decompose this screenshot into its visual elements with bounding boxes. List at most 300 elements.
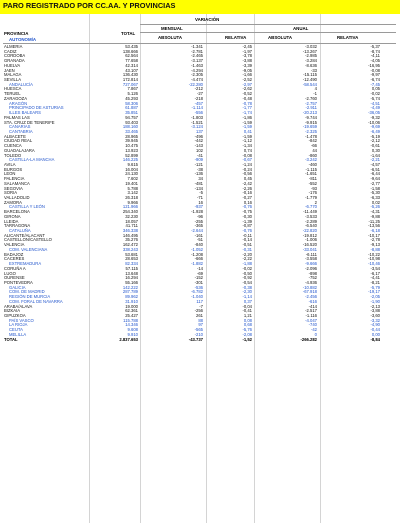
row-abs-anual: -6.770 xyxy=(305,204,317,210)
row-abs-anual: -460 xyxy=(308,161,317,167)
row-name: CASTELLON/CASTELLO xyxy=(4,237,52,243)
row-abs-anual: -552 xyxy=(308,180,317,186)
row-abs-mensual: -41 xyxy=(196,152,203,158)
row-rel-anual: -4,41 xyxy=(370,275,380,281)
row-rel-anual: -5,19 xyxy=(370,133,380,139)
row-rel-mensual: -0,78 xyxy=(242,100,252,106)
row-rel-anual: -36,05 xyxy=(368,110,380,116)
row-total: 26.318 xyxy=(125,195,138,200)
row-rel-anual: -16,95 xyxy=(368,62,380,68)
row-total: 58.306 xyxy=(125,100,138,106)
row-total: 32.230 xyxy=(125,213,138,219)
row-rel-anual: -3,54 xyxy=(370,265,380,271)
row-abs-mensual: -536 xyxy=(194,284,203,290)
header-absoluta-anual: ABSOLUTA xyxy=(268,35,293,40)
row-rel-anual: -2,12 xyxy=(370,138,380,144)
row-total: 94.757 xyxy=(125,114,138,120)
row-abs-mensual: -5 xyxy=(199,190,203,196)
row-name: SORIA xyxy=(4,190,18,196)
row-total: 61.887 xyxy=(125,105,138,111)
row-name: REGIÓN DE MURCIA xyxy=(9,294,51,300)
row-name: TOTAL xyxy=(4,336,18,342)
row-abs-anual: -9.666 xyxy=(305,261,317,267)
row-abs-mensual: -1.052 xyxy=(191,246,203,252)
row-rel-mensual: 0,41 xyxy=(243,128,252,134)
row-abs-mensual: 137 xyxy=(196,128,203,134)
row-abs-mensual: 16 xyxy=(198,199,203,205)
row-abs-mensual: -496 xyxy=(194,133,203,139)
row-rel-anual: -4,49 xyxy=(370,105,380,111)
row-name: BADAJOZ xyxy=(4,251,24,257)
row-name: GALICIA xyxy=(9,284,26,290)
row-abs-anual: -42 xyxy=(310,327,317,333)
row-total: 25.427 xyxy=(125,312,138,318)
row-abs-mensual: 97 xyxy=(198,322,203,328)
row-abs-mensual: -134 xyxy=(194,185,203,191)
row-rel-mensual: -0,52 xyxy=(242,91,252,97)
row-rel-mensual: -1,34 xyxy=(242,143,252,149)
row-abs-mensual: -442 xyxy=(194,138,203,144)
row-total: 188.160 xyxy=(122,124,138,130)
row-abs-mensual: -1.114 xyxy=(191,105,203,111)
row-rel-mensual: -0,76 xyxy=(242,228,252,234)
row-abs-anual: -1.116 xyxy=(305,312,317,318)
data-table xyxy=(0,45,400,342)
row-rel-anual: -1,58 xyxy=(370,185,380,191)
row-name: CASTILLA Y LEÓN xyxy=(9,204,45,210)
row-abs-anual: -3.032 xyxy=(305,44,317,49)
row-rel-mensual: -0,56 xyxy=(242,171,252,177)
row-name: MALAGA xyxy=(4,72,22,78)
row-rel-mensual: -0,87 xyxy=(242,223,252,229)
row-total: 142.222 xyxy=(122,284,138,290)
row-rel-mensual: -1,74 xyxy=(242,110,252,116)
row-name: MELILLA xyxy=(9,331,27,337)
header-divider xyxy=(140,32,396,33)
row-abs-mensual: -937 xyxy=(194,204,203,210)
row-rel-anual: -5,30 xyxy=(370,190,380,196)
row-name: OURENSE xyxy=(4,275,25,281)
row-name: BIZKAIA xyxy=(4,308,21,314)
row-total: 35.276 xyxy=(125,237,138,243)
row-name: AVILA xyxy=(4,161,16,167)
row-total: 41.711 xyxy=(125,223,138,229)
header-anual: ANUAL xyxy=(293,26,309,31)
row-rel-mensual: -2,30 xyxy=(242,289,252,295)
header-provincia: PROVINCIA xyxy=(4,31,29,36)
row-abs-anual: -19.659 xyxy=(302,124,317,130)
row-rel-mensual: -0,14 xyxy=(242,237,252,243)
row-abs-anual: -3.242 xyxy=(305,157,317,163)
row-abs-mensual: -1.341 xyxy=(191,44,203,49)
row-abs-anual: -19.812 xyxy=(302,232,317,238)
row-abs-mensual: -4.474 xyxy=(191,77,203,83)
row-name: CIUDAD REAL xyxy=(4,138,33,144)
row-total: 35.851 xyxy=(125,110,138,116)
row-total: 146.225 xyxy=(122,157,138,163)
row-total: 62.564 xyxy=(125,53,138,59)
row-total: 14.346 xyxy=(125,322,138,328)
row-abs-mensual: -143 xyxy=(194,143,203,149)
row-total: 28.965 xyxy=(125,133,138,139)
row-total: 162.472 xyxy=(122,242,138,248)
row-abs-mensual: -121 xyxy=(194,161,203,167)
row-abs-mensual: -210 xyxy=(194,331,203,337)
row-abs-anual: -176 xyxy=(308,190,317,196)
row-total: 53.681 xyxy=(125,251,138,257)
row-abs-anual: -1 xyxy=(313,91,317,97)
row-rel-anual: -6,33 xyxy=(370,195,380,200)
row-total: 42.314 xyxy=(125,62,138,68)
row-rel-mensual: -1,77 xyxy=(242,105,252,111)
row-rel-anual: 0,02 xyxy=(371,199,380,205)
row-rel-anual: -5,79 xyxy=(370,284,380,290)
row-total: 19.000 xyxy=(125,303,138,309)
row-rel-anual: -0,02 xyxy=(370,91,380,97)
row-total: 115.788 xyxy=(123,317,138,323)
row-rel-anual: -8,84 xyxy=(370,336,380,342)
row-rel-anual: -2,05 xyxy=(370,294,380,300)
row-total: 18.057 xyxy=(125,218,138,224)
row-abs-mensual: -3.137 xyxy=(191,58,203,64)
row-rel-anual: -5,37 xyxy=(370,44,380,49)
row-rel-anual: -9,64 xyxy=(370,176,380,182)
row-total: 146.495 xyxy=(122,232,138,238)
row-abs-mensual: -1.521 xyxy=(191,119,203,125)
row-rel-mensual: -3,78 xyxy=(242,53,252,59)
row-rel-mensual: -9,05 xyxy=(242,67,252,73)
row-name: GRANADA xyxy=(4,58,25,64)
row-rel-mensual: -0,92 xyxy=(242,275,252,281)
row-rel-mensual: -0,76 xyxy=(242,204,252,210)
row-rel-anual: -7,45 xyxy=(370,81,380,87)
row-rel-mensual: -0,27 xyxy=(242,195,252,200)
row-rel-anual: -3,88 xyxy=(370,308,380,314)
row-rel-mensual: -1,52 xyxy=(242,336,252,342)
row-rel-anual: -2,13 xyxy=(370,303,380,309)
row-rel-mensual: -3,88 xyxy=(242,58,252,64)
row-abs-mensual: -2.305 xyxy=(191,72,203,78)
row-rel-anual: -9,13 xyxy=(370,242,380,248)
row-rel-anual: -0,61 xyxy=(370,143,380,149)
row-name: LUGO xyxy=(4,270,16,276)
row-rel-mensual: -0,30 xyxy=(242,213,252,219)
row-abs-anual: -2.911 xyxy=(305,105,317,111)
row-rel-mensual: 0,45 xyxy=(243,176,252,182)
row-name: TERUEL xyxy=(4,91,21,97)
row-name: ARAGÓN xyxy=(9,100,28,106)
row-abs-mensual: 34 xyxy=(198,176,203,182)
row-total: 89.962 xyxy=(125,294,138,300)
row-total: 13.923 xyxy=(125,147,138,153)
row-name: GIPUZKOA xyxy=(4,312,26,318)
row-rel-anual: -0,08 xyxy=(370,67,380,73)
row-name: TOLEDO xyxy=(4,152,22,158)
row-name: CORDOBA xyxy=(4,53,26,59)
row-abs-mensual: -2.781 xyxy=(191,48,203,54)
row-abs-mensual: -218 xyxy=(194,95,203,101)
row-name: PAÍS VASCO xyxy=(9,317,34,323)
row-rel-anual: -9,88 xyxy=(370,213,380,219)
row-abs-mensual: -1.882 xyxy=(191,261,203,267)
row-rel-anual: 0,00 xyxy=(371,331,380,337)
row-total: 24.130 xyxy=(125,171,138,177)
row-rel-mensual: -2,22 xyxy=(242,256,252,262)
row-abs-anual: -3.284 xyxy=(305,58,317,64)
row-rel-mensual: 0,08 xyxy=(243,317,252,323)
row-abs-mensual: -909 xyxy=(194,157,203,163)
row-abs-mensual: -7 xyxy=(199,303,203,309)
row-total: 62.361 xyxy=(125,308,138,314)
row-abs-mensual: -14 xyxy=(196,265,203,271)
row-name: CACERES xyxy=(4,256,25,262)
row-rel-mensual: -0,48 xyxy=(242,95,252,101)
row-abs-anual: -2.985 xyxy=(305,53,317,59)
row-rel-mensual: -1,14 xyxy=(242,294,252,300)
row-abs-anual: -33 xyxy=(310,67,317,73)
row-rel-mensual: 0,16 xyxy=(243,199,252,205)
row-rel-mensual: -0,16 xyxy=(242,190,252,196)
row-abs-anual: -2.289 xyxy=(305,218,317,224)
row-abs-mensual: -840 xyxy=(194,242,203,248)
row-abs-anual: -20.213 xyxy=(302,110,317,116)
row-total: 10.475 xyxy=(125,143,138,149)
row-rel-anual: -4,57 xyxy=(370,161,380,167)
row-rel-anual: -8,74 xyxy=(370,48,380,54)
row-abs-anual: -9.915 xyxy=(305,119,317,125)
row-rel-mensual: -2,26 xyxy=(242,185,252,191)
row-abs-anual: -22.820 xyxy=(302,228,317,234)
row-abs-mensual: -6.782 xyxy=(191,289,203,295)
row-abs-anual: -12.490 xyxy=(302,77,317,83)
row-rel-anual: -2,21 xyxy=(370,157,380,163)
row-rel-mensual: -0,51 xyxy=(242,242,252,248)
header-total: TOTAL xyxy=(121,31,136,36)
header-divider xyxy=(140,24,396,25)
row-total: 121.966 xyxy=(122,204,138,210)
row-rel-anual: 0,30 xyxy=(371,147,380,153)
title-bar xyxy=(0,0,400,14)
row-abs-mensual: -96 xyxy=(196,213,203,219)
row-name: ANDALUCÍA xyxy=(9,81,33,87)
row-abs-anual: -4.936 xyxy=(305,279,317,285)
row-abs-anual: 2 xyxy=(314,199,317,205)
row-rel-anual: -10,06 xyxy=(368,119,380,125)
row-rel-anual: -4,05 xyxy=(370,58,380,64)
row-name: CASTILLA-LA MANCHA xyxy=(9,157,55,163)
row-name: LLEIDA xyxy=(4,218,19,224)
row-rel-anual: -11,25 xyxy=(368,218,380,224)
row-rel-mensual: -0,04 xyxy=(242,303,252,309)
row-name: CUENCA xyxy=(4,143,22,149)
row-total: 727.067 xyxy=(122,81,138,87)
row-rel-anual: -6,18 xyxy=(370,228,380,234)
row-abs-mensual: -22.280 xyxy=(188,81,203,87)
row-abs-mensual: -152 xyxy=(194,275,203,281)
row-abs-anual: -1.115 xyxy=(305,166,317,172)
row-name: CADIZ xyxy=(4,48,17,54)
row-rel-mensual: -3,39 xyxy=(242,62,252,68)
row-abs-mensual: -256 xyxy=(194,308,203,314)
row-abs-mensual: 88 xyxy=(198,317,203,323)
row-name: BARCELONA xyxy=(4,209,30,215)
row-name: CANARIAS xyxy=(9,124,31,130)
row-abs-anual: -1.651 xyxy=(305,171,317,177)
row-abs-mensual: -38 xyxy=(196,166,203,172)
row-total: 9.966 xyxy=(127,199,138,205)
row-abs-anual: -9.744 xyxy=(305,114,317,120)
row-abs-mensual: -71 xyxy=(196,195,203,200)
row-name: VALENCIA xyxy=(4,242,25,248)
row-name: COM. FORAL DE NAVARRA xyxy=(9,298,63,304)
row-abs-mensual: -4.294 xyxy=(191,67,203,73)
row-name: PALENCIA xyxy=(4,176,25,182)
row-rel-anual: -3,32 xyxy=(370,317,380,323)
row-abs-anual: -1.779 xyxy=(305,195,317,200)
row-abs-mensual: -666 xyxy=(194,256,203,262)
row-total: 7.867 xyxy=(127,86,138,92)
row-rel-anual: -9,97 xyxy=(370,72,380,78)
row-abs-mensual: -565 xyxy=(194,327,203,333)
row-rel-anual: -1,64 xyxy=(370,152,380,158)
report-title: PARO REGISTRADO POR CC.AA. Y PROVINCIAS xyxy=(3,1,176,10)
row-name: ALBACETE xyxy=(4,133,26,139)
row-abs-anual: -66 xyxy=(310,143,317,149)
row-rel-anual: -6,74 xyxy=(370,77,380,83)
row-total: 9.910 xyxy=(127,331,138,337)
row-abs-anual: -10.882 xyxy=(302,284,317,290)
row-total: 77.658 xyxy=(125,58,138,64)
row-name: SEVILLA xyxy=(4,77,21,83)
row-rel-mensual: -2,20 xyxy=(242,251,252,257)
row-rel-anual: -1,90 xyxy=(370,298,380,304)
row-abs-anual: -67.918 xyxy=(302,289,317,295)
row-total: 254.340 xyxy=(122,209,138,215)
row-rel-mensual: -2,52 xyxy=(242,77,252,83)
header-mensual: MENSUAL xyxy=(161,26,183,31)
row-name: LA RIOJA xyxy=(9,322,28,328)
row-total: 39.945 xyxy=(125,138,138,144)
row-name: BURGOS xyxy=(4,166,23,172)
row-abs-anual: -58.544 xyxy=(302,81,317,87)
row-rel-anual: -9,69 xyxy=(370,124,380,130)
header-relativa-mensual: RELATIVA xyxy=(225,35,247,40)
row-rel-anual: -8,88 xyxy=(370,246,380,252)
row-total: 7.602 xyxy=(127,176,138,182)
row-abs-anual: -740 xyxy=(308,322,317,328)
row-total: 19.401 xyxy=(125,180,138,186)
row-rel-anual: -4,90 xyxy=(370,322,380,328)
row-name: EXTREMADURA xyxy=(9,261,42,267)
row-rel-mensual: -1,97 xyxy=(242,48,252,54)
row-abs-anual: -2.760 xyxy=(305,95,317,101)
row-abs-mensual: 117 xyxy=(196,298,203,304)
row-rel-mensual: -0,67 xyxy=(242,157,252,163)
row-abs-anual: -752 xyxy=(308,275,317,281)
row-rel-anual: -4,51 xyxy=(370,100,380,106)
row-abs-mensual: -457 xyxy=(194,100,203,106)
row-abs-anual: -2.517 xyxy=(305,308,317,314)
row-abs-mensual: 102 xyxy=(196,147,203,153)
row-rel-mensual: -2,42 xyxy=(242,180,252,186)
row-abs-mensual: -3.124 xyxy=(191,124,203,130)
row-rel-anual: -3,60 xyxy=(370,312,380,318)
row-rel-mensual: -0,50 xyxy=(242,270,252,276)
row-abs-anual: -6.540 xyxy=(305,223,317,229)
header-variacion: VARIACIÓN xyxy=(195,17,220,22)
row-abs-mensual: -255 xyxy=(194,218,203,224)
row-rel-mensual: 0,74 xyxy=(243,147,252,153)
row-abs-mensual: -1.803 xyxy=(191,114,203,120)
row-rel-mensual: -0,38 xyxy=(242,284,252,290)
row-abs-mensual: -2.644 xyxy=(191,228,203,234)
row-rel-mensual: -1,59 xyxy=(242,124,252,130)
row-abs-anual: 44 xyxy=(312,147,317,153)
row-rel-anual: -10,46 xyxy=(368,261,380,267)
row-abs-mensual: -136 xyxy=(194,171,203,177)
header-autonomia: AUTONOMÍA xyxy=(9,37,36,42)
row-rel-mensual: -1,66 xyxy=(242,72,252,78)
row-name: CATALUÑA xyxy=(9,228,31,234)
row-total: 9.608 xyxy=(127,327,138,333)
row-total: 31.910 xyxy=(125,298,138,304)
row-abs-mensual: -301 xyxy=(194,279,203,285)
row-rel-mensual: -1,88 xyxy=(242,261,252,267)
row-abs-mensual: -161 xyxy=(194,232,203,238)
row-abs-mensual: -365 xyxy=(194,223,203,229)
row-total: 53.435 xyxy=(125,44,138,49)
row-name: CORUÑA A xyxy=(4,265,26,271)
row-name: LEON xyxy=(4,171,16,177)
row-rel-mensual: -0,11 xyxy=(242,232,252,238)
row-name: JAEN xyxy=(4,67,15,73)
row-rel-anual: -6,44 xyxy=(370,171,380,177)
row-rel-anual: -2,78 xyxy=(370,237,380,243)
row-total: 2.837.653 xyxy=(119,336,138,342)
row-total: 13.648 xyxy=(125,270,138,276)
row-name: HUELVA xyxy=(4,62,21,68)
row-rel-mensual: 0,68 xyxy=(243,322,252,328)
row-total: 33.465 xyxy=(125,128,138,134)
row-rel-anual: -6,51 xyxy=(370,166,380,172)
row-abs-mensual: -1.208 xyxy=(191,251,203,257)
row-rel-mensual: -1,59 xyxy=(242,133,252,139)
row-total: 16.294 xyxy=(125,275,138,281)
row-rel-mensual: -1,24 xyxy=(242,161,252,167)
row-abs-anual: -842 xyxy=(308,138,317,144)
row-name: GUADALAJARA xyxy=(4,147,35,153)
row-total: 136.430 xyxy=(122,72,138,78)
row-name: COM. DE MADRID xyxy=(9,289,45,295)
row-abs-anual: 0 xyxy=(314,331,317,337)
row-rel-anual: -6,17 xyxy=(370,270,380,276)
row-abs-anual: -1.478 xyxy=(305,133,317,139)
row-rel-anual: -4,11 xyxy=(370,53,380,59)
row-rel-mensual: -0,24 xyxy=(242,166,252,172)
row-name: ILLES BALEARS xyxy=(9,110,41,116)
row-abs-anual: -414 xyxy=(308,303,317,309)
total-row xyxy=(0,338,400,343)
row-abs-anual: -13.267 xyxy=(302,48,317,54)
row-rel-mensual: -2,97 xyxy=(242,81,252,87)
row-abs-anual: -2.325 xyxy=(305,128,317,134)
row-name: SALAMANCA xyxy=(4,180,30,186)
row-name: HUESCA xyxy=(4,86,22,92)
row-rel-mensual: -0,41 xyxy=(242,308,252,314)
row-rel-anual: -9,32 xyxy=(370,114,380,120)
row-rel-mensual: -5,76 xyxy=(242,327,252,333)
row-abs-mensual: -51 xyxy=(196,237,203,243)
